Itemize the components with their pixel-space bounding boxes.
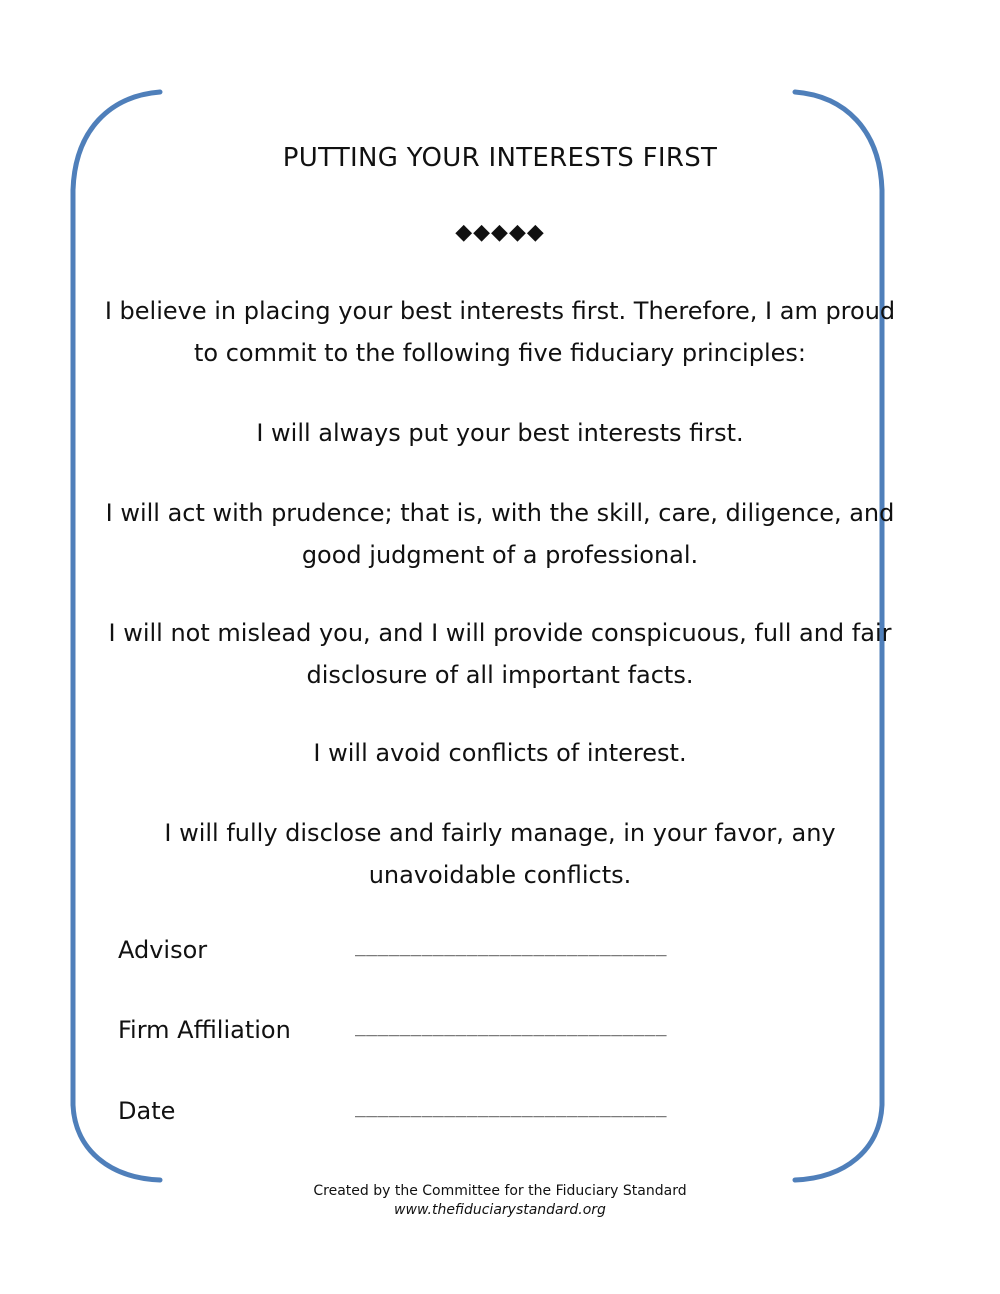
- footer-credit: Created by the Committee for the Fiduciary Standard: [313, 1183, 687, 1199]
- principle-5: I will fully disclose and fairly manage, in your favor, any unavoidable conflicts.: [164, 819, 836, 889]
- principle-2: I will act with prudence; that is, with the skill, care, diligence, and good judgment of a professional.: [105, 499, 895, 569]
- firm-affiliation-label: Firm Affiliation: [118, 1016, 291, 1044]
- principle-1: I will always put your best interests first.: [256, 419, 744, 447]
- advisor-signature-line: ____________________________: [355, 936, 667, 957]
- intro-paragraph: I believe in placing your best interests first. Therefore, I am proud to commit to the following five fiduciary principles:: [104, 297, 896, 367]
- firm-affiliation-line: ____________________________: [355, 1016, 667, 1037]
- principle-3: I will not mislead you, and I will provide conspicuous, full and fair disclosure of all important facts.: [108, 619, 892, 689]
- diamond-ornament-icon: ◆◆◆◆◆: [455, 220, 545, 245]
- signature-row-advisor: [118, 936, 878, 976]
- signature-row-date: [118, 1097, 878, 1137]
- principle-4: I will avoid conflicts of interest.: [313, 739, 687, 767]
- page-title: PUTTING YOUR INTERESTS FIRST: [282, 143, 718, 173]
- date-line: ____________________________: [355, 1097, 667, 1118]
- signature-row-firm: [118, 1016, 878, 1056]
- footer-url: www.thefiduciarystandard.org: [394, 1202, 606, 1218]
- date-label: Date: [118, 1097, 176, 1125]
- advisor-label: Advisor: [118, 936, 208, 964]
